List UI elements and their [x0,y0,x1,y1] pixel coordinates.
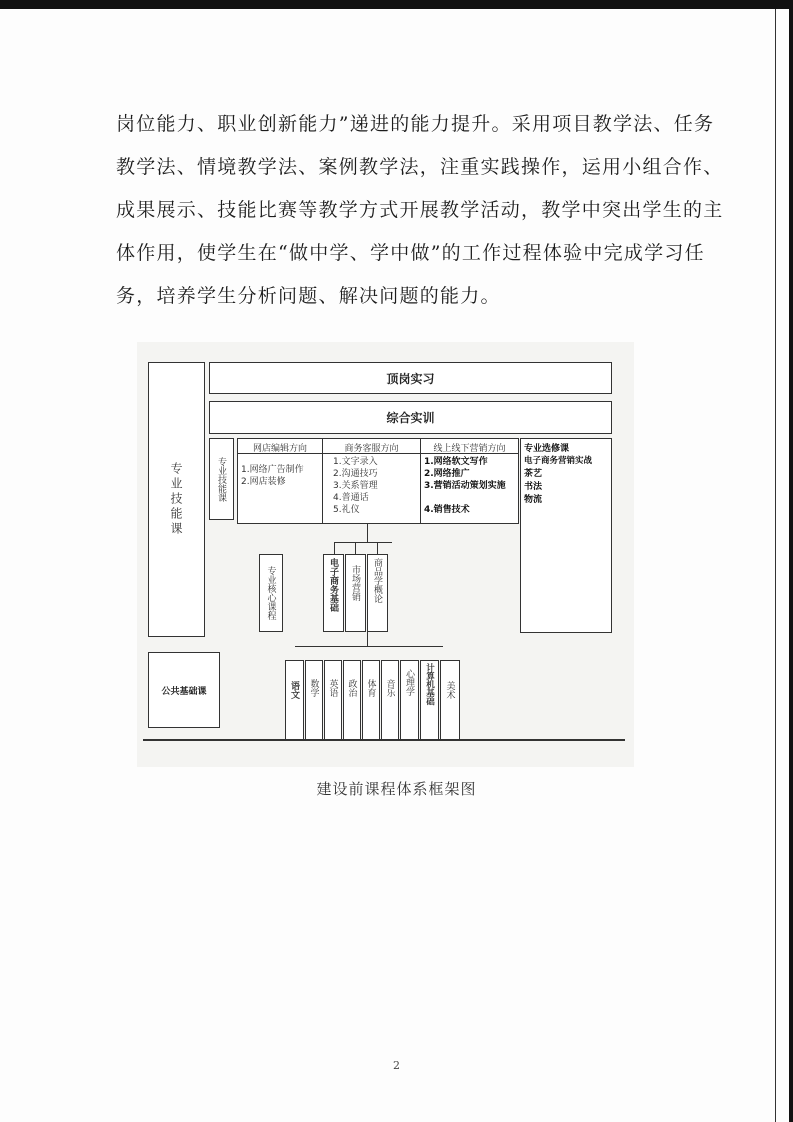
elective-item: 茶艺 [524,469,543,479]
core-course-box [345,554,366,632]
specialty-skills-course-label: 专业技能课 [169,462,183,537]
paragraph-line: 体作用，使学生在“做中学、学中做”的工作过程体验中完成学习任 [116,242,705,264]
specialty-skill-small-label: 专业技能课 [216,456,226,502]
paragraph-line: 岗位能力、职业创新能力”递进的能力提升。采用项目教学法、任务 [116,113,715,135]
connector-line [295,646,443,647]
direction-item: 4.普通话 [333,493,369,503]
internship-bar [209,362,612,394]
elective-item: 电子商务营销实战 [524,456,593,466]
connector-line [334,542,392,543]
connector-line [367,632,368,646]
elective-item: 物流 [524,495,543,505]
comprehensive-training-label: 综合实训 [386,411,435,425]
basic-course-name: 计算机基础 [424,663,435,706]
paragraph-line: 教学法、情境教学法、案例教学法，注重实践操作，运用小组合作、 [116,156,724,178]
core-course-box [323,554,344,632]
core-course-label: 专业核心课程 [265,566,276,620]
core-course-name: 商品学概论 [372,558,382,603]
paragraph-line: 务，培养学生分析问题、解决问题的能力。 [116,285,501,307]
figure-caption: 建设前课程体系框架图 [316,780,477,798]
basic-course-name: 语文 [289,681,299,699]
direction-item: 3.营销活动策划实施 [424,481,506,491]
direction-item: 3.关系管理 [333,481,378,491]
direction-title: 网店编辑方向 [252,444,307,454]
scan-right-line [775,9,776,1122]
basic-course-name: 音乐 [384,679,395,697]
direction-item: 1.文字录入 [333,457,378,467]
core-course-box [367,554,388,632]
basic-course-box [285,660,304,740]
page-number: 2 [393,1059,400,1072]
curriculum-framework-diagram [137,342,634,767]
specialty-skills-course-box [148,362,205,637]
connector-line [355,542,356,554]
diagram-base-line [143,739,625,741]
basic-course-name: 数学 [308,679,319,697]
basic-course-name: 英语 [327,679,338,697]
body-paragraph [116,103,724,318]
basic-course-name: 政治 [346,679,357,697]
connector-line [367,524,368,542]
connector-line [377,542,378,554]
comprehensive-training-bar [209,401,612,434]
basic-course-box [305,660,323,740]
basic-course-box [400,660,419,740]
specialty-skill-small-box [209,438,234,520]
direction-item: 2.网络推广 [424,469,470,479]
basic-course-name: 美术 [444,681,455,699]
elective-item: 书法 [524,482,543,492]
core-course-name: 电子商务基础 [328,558,338,612]
core-course-label-box [259,554,283,632]
basic-course-name: 心理学 [404,669,414,696]
elective-title: 专业选修课 [524,444,570,454]
direction-item: 1.网络软文写作 [424,457,488,467]
direction-item: 2.网店装修 [241,477,286,487]
direction-item: 5.礼仪 [333,505,360,515]
internship-label: 顶岗实习 [386,371,435,386]
scan-top-border [0,0,793,9]
direction-title: 线上线下营销方向 [433,444,506,454]
basic-course-name: 体育 [365,679,376,697]
basic-course-box [324,660,342,740]
public-basic-course-label: 公共基础课 [161,686,207,697]
basic-course-box [343,660,361,740]
basic-course-box [440,660,460,740]
direction-item: 4.销售技术 [424,505,470,515]
basic-course-box [362,660,380,740]
public-basic-course-box [148,652,220,728]
paragraph-line: 成果展示、技能比赛等教学方式开展教学活动，教学中突出学生的主 [116,199,724,221]
direction-item: 1.网络广告制作 [241,465,304,475]
basic-course-box [420,660,439,740]
direction-title: 商务客服方向 [344,444,399,454]
core-course-name: 市场营销 [350,565,360,601]
basic-course-box [381,660,399,740]
direction-item: 2.沟通技巧 [333,469,378,479]
connector-line [334,542,335,554]
scan-right-border [789,0,793,1122]
